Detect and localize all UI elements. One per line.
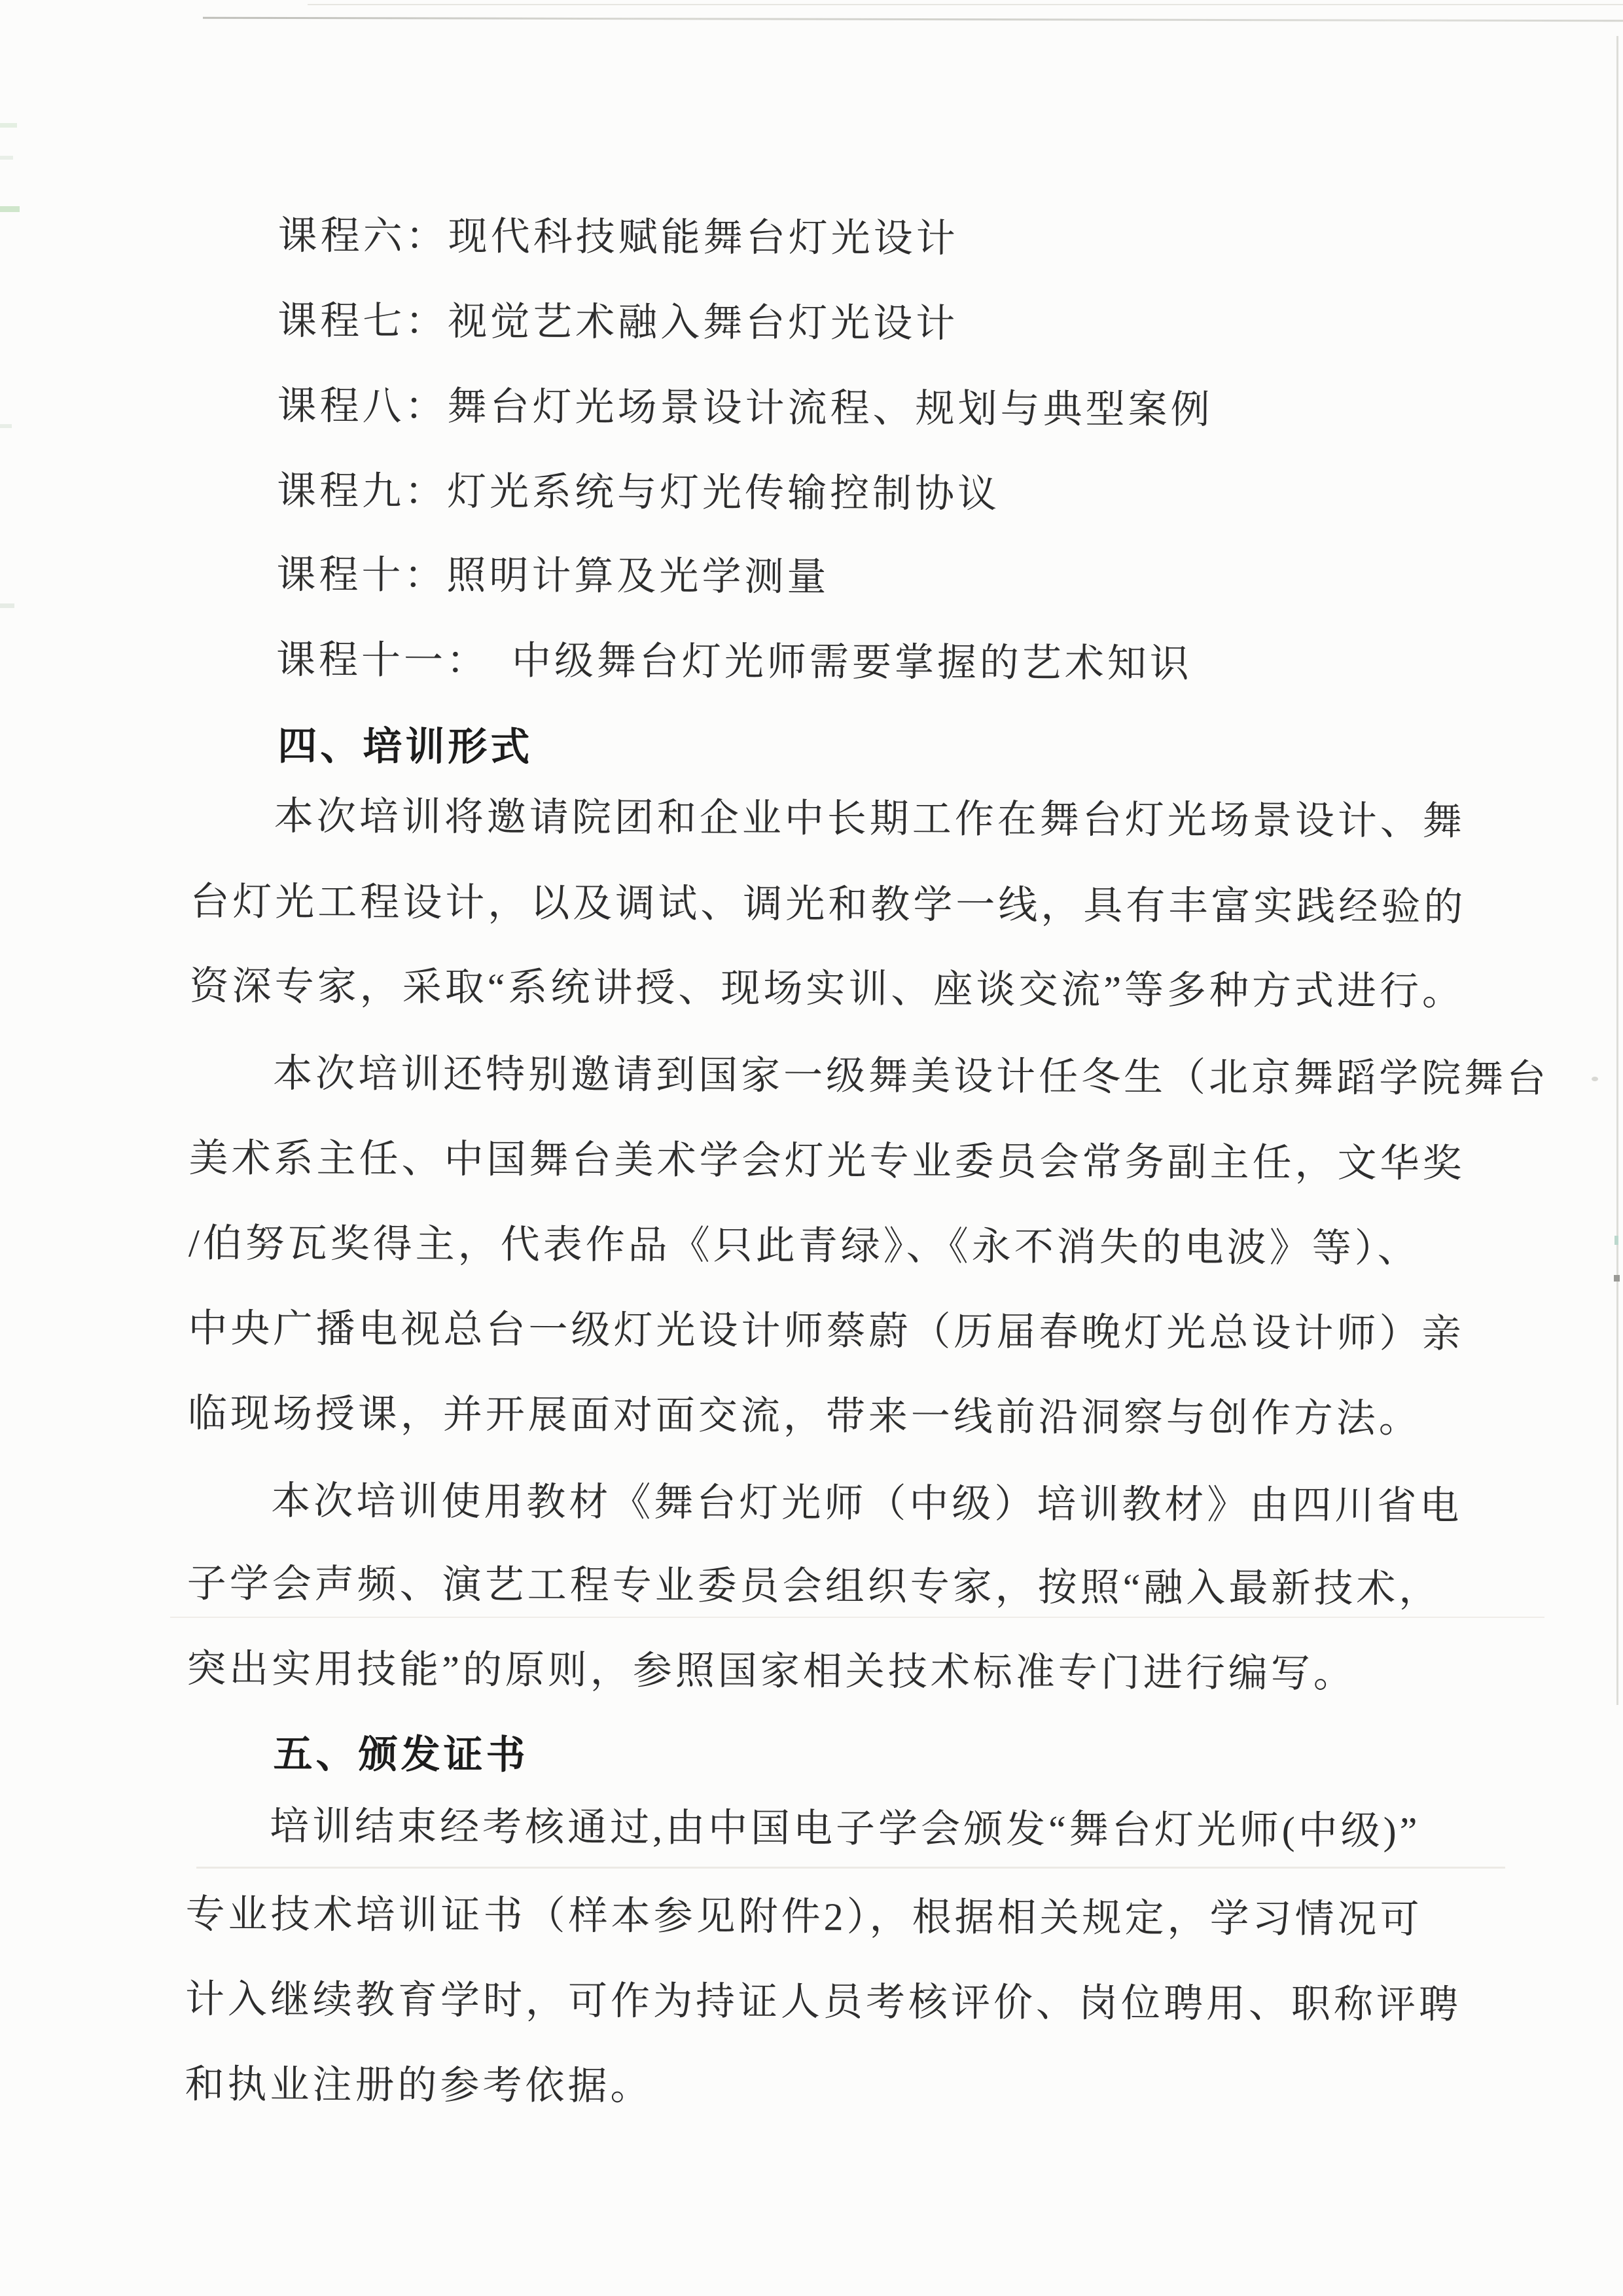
paragraph-line: 中央广播电视总台一级灯光设计师蔡蔚（历届春晚灯光总设计师）亲 [188, 1306, 1465, 1356]
course-item-7: 课程七：视觉艺术融入舞台灯光设计 [277, 299, 959, 346]
paragraph-line: 临现场授课，并开展面对面交流，带来一线前沿洞察与创作方法。 [187, 1391, 1422, 1441]
paragraph-line: 子学会声频、演艺工程专业委员会组织专家，按照“融入最新技术， [187, 1562, 1442, 1611]
paragraph-line: 本次培训还特别邀请到国家一级舞美设计任冬生（北京舞蹈学院舞台 [273, 1052, 1550, 1101]
paragraph-line: 台灯光工程设计，以及调试、调光和教学一线，具有丰富实践经验的 [190, 880, 1467, 929]
paragraph-line: /伯努瓦奖得主，代表作品《只此青绿》、《永不消失的电波》等）、 [188, 1221, 1420, 1270]
paragraph-line: 突出实用技能”的原则，参照国家相关技术标准专门进行编写。 [187, 1647, 1356, 1696]
course-item-6: 课程六：现代科技赋能舞台灯光设计 [277, 214, 959, 260]
section-heading-training-format: 四、培训形式 [277, 725, 533, 769]
course-item-10: 课程十：照明计算及光学测量 [276, 553, 830, 599]
course-item-11: 课程十一： 中级舞台灯光师需要掌握的艺术知识 [276, 638, 1193, 686]
course-item-8: 课程八：舞台灯光场景设计流程、规划与典型案例 [277, 384, 1213, 432]
paragraph-line: 资深专家，采取“系统讲授、现场实训、座谈交流”等多种方式进行。 [189, 964, 1465, 1014]
course-item-9: 课程九：灯光系统与灯光传输控制协议 [276, 469, 1001, 516]
paragraph-line: 本次培训使用教材《舞台灯光师（中级）培训教材》由四川省电 [271, 1479, 1463, 1528]
paragraph-line: 专业技术培训证书（样本参见附件2），根据相关规定，学习情况可 [185, 1892, 1423, 1941]
paragraph-line: 培训结束经考核通过,由中国电子学会颁发“舞台灯光师(中级)” [269, 1804, 1421, 1853]
paragraph-line: 计入继续教育学时，可作为持证人员考核评价、岗位聘用、职称评聘 [185, 1977, 1462, 2027]
section-heading-certificate: 五、颁发证书 [273, 1732, 529, 1777]
paragraph-line: 和执业注册的参考依据。 [185, 2062, 653, 2108]
paragraph-line: 本次培训将邀请院团和企业中长期工作在舞台灯光场景设计、舞 [274, 795, 1465, 844]
paragraph-line: 美术系主任、中国舞台美术学会灯光专业委员会常务副主任，文华奖 [188, 1136, 1465, 1186]
